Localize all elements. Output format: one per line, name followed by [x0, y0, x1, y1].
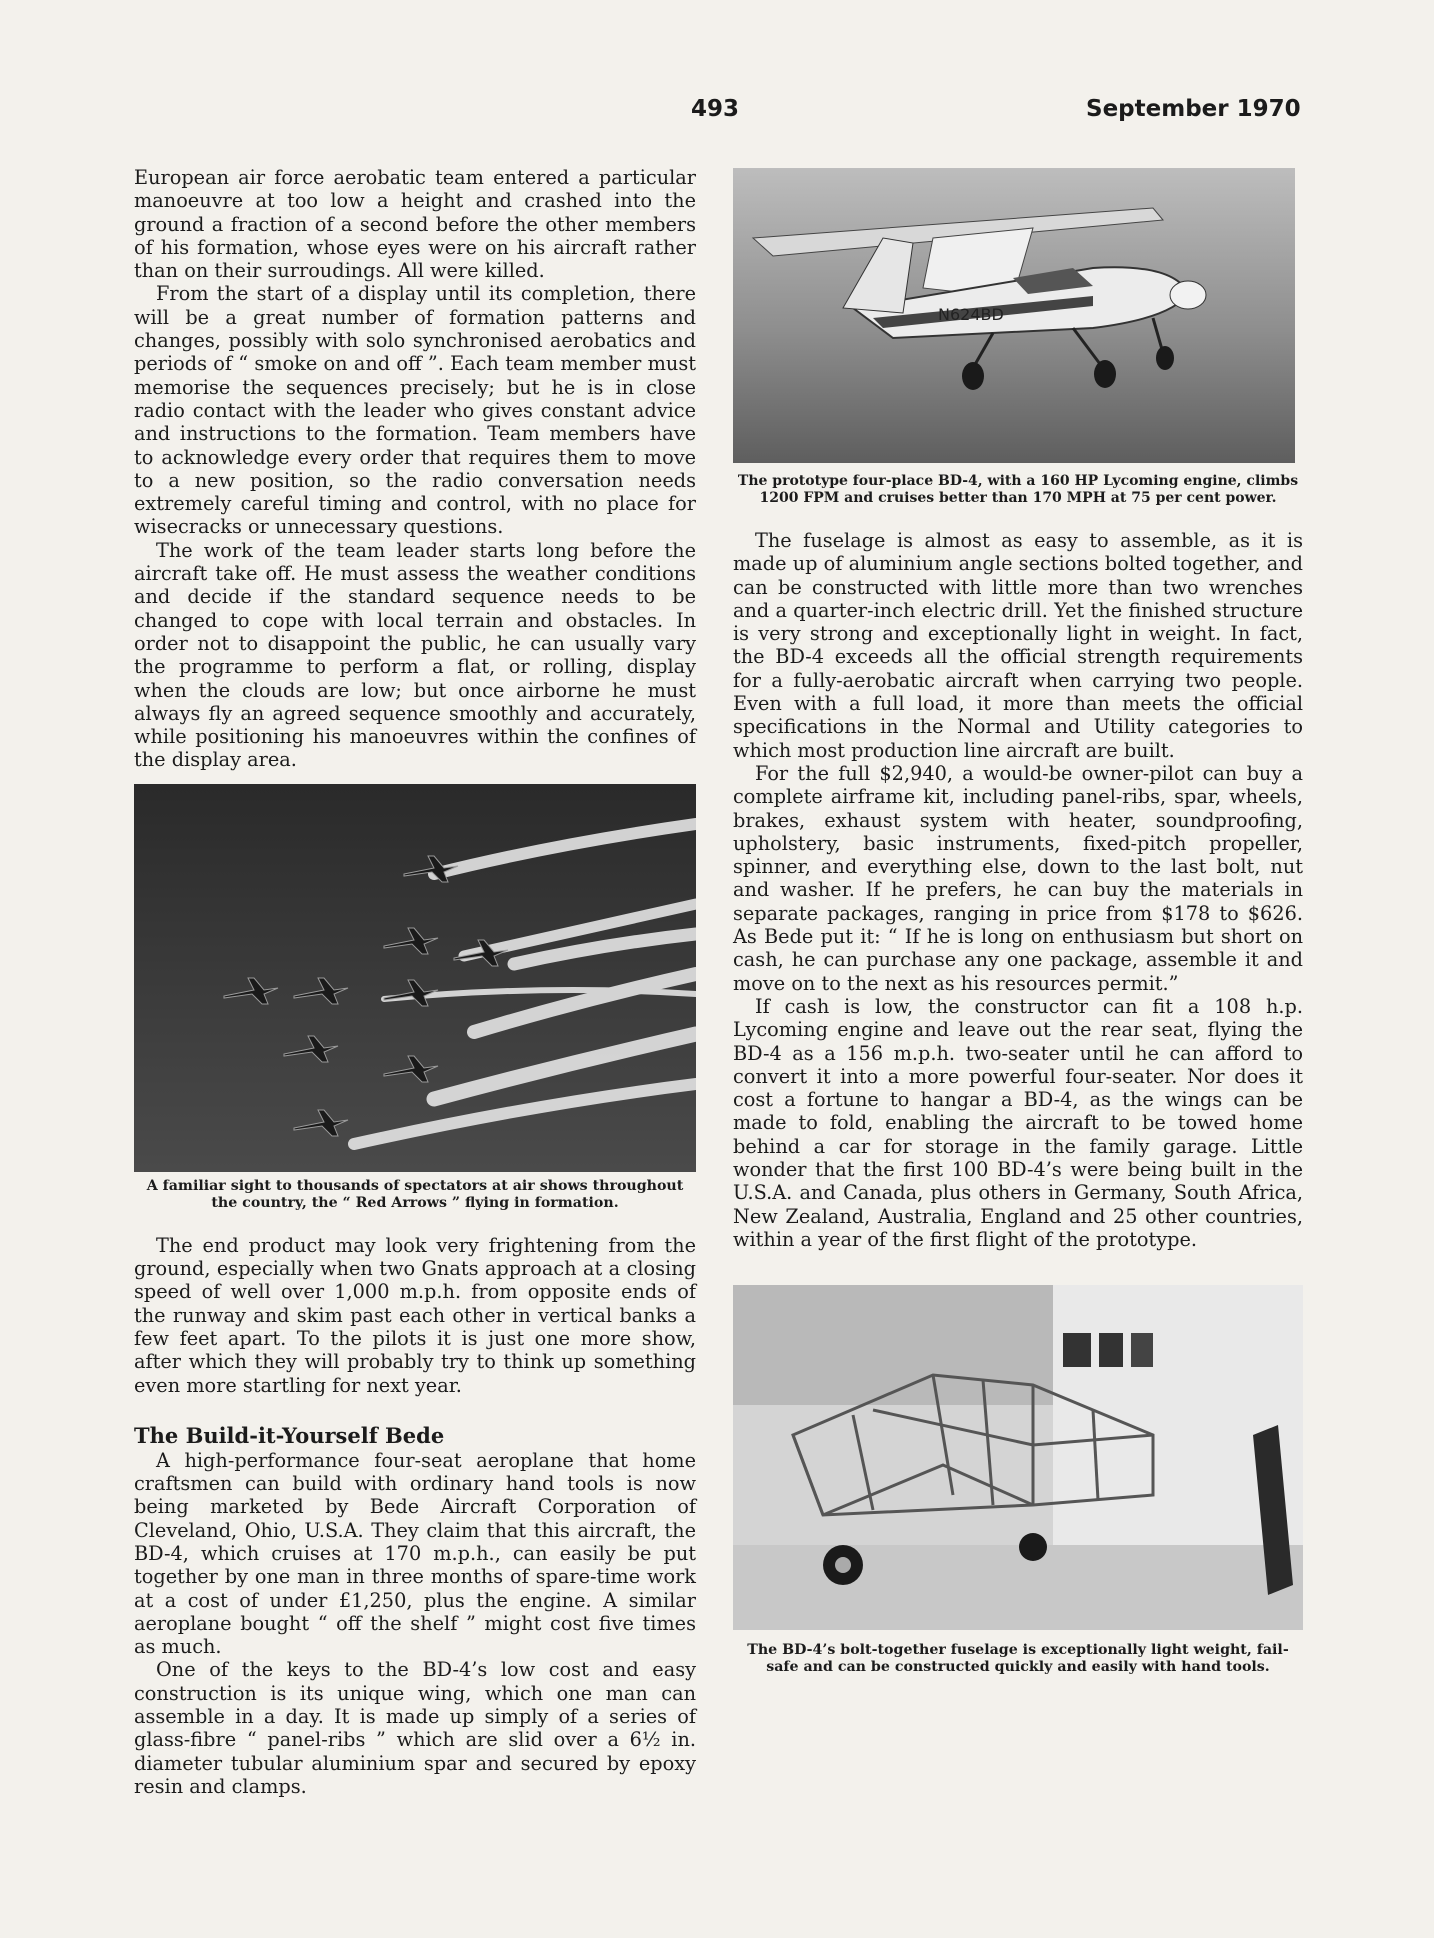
- article-paragraph: One of the keys to the BD-4’s low cost and easy construction is its unique wing, which one man can assemble in a day. It is made up simply of a series of glass-fibre “ panel-ribs ” which are slid over a 6½ in. diameter tubular aluminium spar and secured by epoxy resin and clamps.: [134, 1658, 696, 1798]
- red-arrows-photo: [134, 784, 696, 1172]
- article-paragraph: The fuselage is almost as easy to assemble, as it is made up of aluminium angle sections bolted together, and can be constructed with little more than two wrenches and a quarter-inch electric drill. Yet the finished structure is very strong and exceptionally light in weight. In fact, the BD-4 exceeds all the official strength requirements for a fully-aerobatic aircraft when carrying two people. Even with a full load, it more than meets the official specifications in the Normal and Utility categories to which most production line aircraft are built.: [733, 529, 1303, 762]
- bd4-fuselage-caption: The BD-4’s bolt-together fuselage is exceptionally light weight, fail-safe and can be constructed quickly and easily with hand tools.: [747, 1642, 1289, 1676]
- article-paragraph: From the start of a display until its completion, there will be a great number of formation patterns and changes, possibly with solo synchronised aerobatics and periods of “ smoke on and off ”. Each team member must memorise the sequences precisely; but he is in close radio contact with the leader who gives constant advice and instructions to the formation. Team members have to acknowledge every order that requires them to move to a new position, so the radio conversation needs extremely careful timing and control, with no place for wisecracks or unnecessary questions.: [134, 282, 696, 539]
- article-paragraph: If cash is low, the constructor can fit a 108 h.p. Lycoming engine and leave out the rear seat, flying the BD-4 as a 156 m.p.h. two-seater until he can afford to convert it into a more powerful four-seater. Nor does it cost a fortune to hangar a BD-4, as the wings can be made to fold, enabling the aircraft to be towed home behind a car for storage in the family garage. Little wonder that the first 100 BD-4’s were being built in the U.S.A. and Canada, plus others in Germany, South Africa, New Zealand, Australia, England and 25 other countries, within a year of the first flight of the prototype.: [733, 994, 1303, 1251]
- section-heading: The Build-it-Yourself Bede: [134, 1422, 445, 1448]
- article-paragraph: The work of the team leader starts long before the aircraft take off. He must assess the weather conditions and decide if the standard sequence needs to be changed to cope with local terrain and obstacles. In order not to disappoint the public, he can usually vary the programme to perform a flat, or rolling, display when the clouds are low; but once airborne he must always fly an agreed sequence smoothly and accurately, while positioning his manoeuvres within the confines of the display area.: [134, 538, 696, 772]
- page-header: [0, 96, 1434, 130]
- page-number: 493: [691, 96, 740, 122]
- registration-marking: N624BD: [938, 305, 1004, 324]
- left-column: [134, 166, 696, 1798]
- red-arrows-caption: A familiar sight to thousands of spectators at air shows throughout the country, the “ Red Arrows ” flying in formation.: [146, 1177, 684, 1211]
- issue-date: September 1970: [1086, 96, 1301, 122]
- article-paragraph: The end product may look very frightening from the ground, especially when two Gnats approach at a closing speed of well over 1,000 m.p.h. from opposite ends of the runway and skim past each other in vertical banks a few feet apart. To the pilots it is just one more show, after which they will probably try to think up something even more startling for next year.: [134, 1233, 696, 1397]
- bd4-prototype-photo: [733, 168, 1303, 463]
- right-column: [733, 168, 1303, 1676]
- article-paragraph: A high-performance four-seat aeroplane that home craftsmen can build with ordinary hand tools is now being marketed by Bede Aircraft Corporation of Cleveland, Ohio, U.S.A. They claim that this aircraft, the BD-4, which cruises at 170 m.p.h., can easily be put together by one man in three months of spare-time work at a cost of under £1,250, plus the engine. A similar aeroplane bought “ off the shelf ” might cost five times as much.: [134, 1448, 696, 1659]
- bd4-fuselage-photo: [733, 1285, 1303, 1630]
- article-paragraph: European air force aerobatic team entered a particular manoeuvre at too low a height and crashed into the ground a fraction of a second before the other members of his formation, whose eyes were on his aircraft rather than on their surroudings. All were killed.: [134, 166, 696, 283]
- bd4-prototype-caption: The prototype four-place BD-4, with a 160 HP Lycoming engine, climbs 1200 FPM and cruises better than 170 MPH at 75 per cent power.: [737, 473, 1299, 506]
- article-paragraph: For the full $2,940, a would-be owner-pilot can buy a complete airframe kit, including panel-ribs, spar, wheels, brakes, exhaust system with heater, soundproofing, upholstery, basic instruments, fixed-pitch propeller, spinner, and everything else, down to the last bolt, nut and washer. If he prefers, he can buy the materials in separate packages, ranging in price from $178 to $626. As Bede put it: “ If he is long on enthusiasm but short on cash, he can purchase any one package, assemble it and move on to the next as his resources permit.”: [733, 761, 1303, 995]
